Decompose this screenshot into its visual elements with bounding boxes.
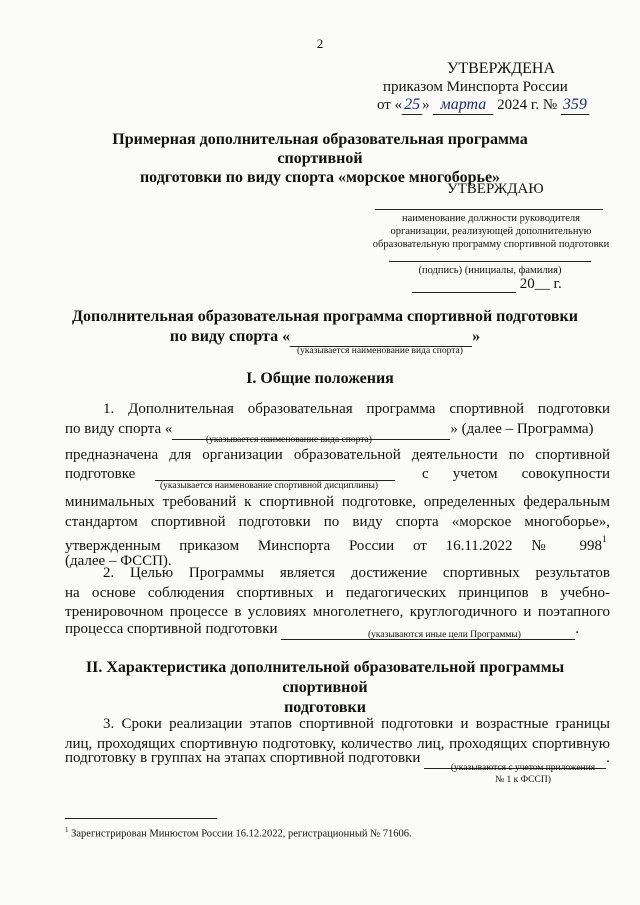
footnote-text: Зарегистрирован Минюстом России 16.12.2022, регистрационный № 71606.	[71, 828, 412, 840]
appendix-hint	[428, 762, 618, 786]
approve-year-line	[412, 276, 562, 293]
position-hint-line-1: наименование должности руководителя	[402, 213, 580, 224]
para-2-period: .	[575, 621, 580, 637]
footnote-mark: 1	[65, 826, 69, 834]
date-mid: »	[422, 97, 430, 113]
program-title-start: по виду спорта «	[169, 328, 291, 345]
section-2-title-line-2: подготовки	[284, 699, 366, 716]
appendix-hint-line-2: № 1 к ФССП)	[495, 775, 551, 785]
appendix-hint-line-1: (указываются с учетом приложения	[450, 763, 596, 773]
approval-title: УТВЕРЖДЕНА	[447, 60, 556, 77]
program-abbrev: » (далее – Программа)	[450, 421, 594, 437]
year-suffix: 20__ г.	[519, 276, 562, 292]
section-1-title: I. Общие положения	[246, 370, 394, 387]
para-1-line-1: 1. Дополнительная образовательная программа спортивной подготовки	[103, 401, 610, 417]
program-title-end: »	[472, 328, 481, 345]
document-title-line-2: подготовки по виду спорта «морское многоборье»	[139, 169, 501, 186]
footnote	[65, 826, 412, 840]
sport-hint: (указывается наименование вида спорта)	[206, 435, 372, 445]
handwritten-number: 359	[562, 96, 587, 113]
training-word: подготовке	[65, 466, 136, 482]
para-2-line-1: 2. Целью Программы является достижение спортивных результатов	[103, 565, 610, 581]
sport-prefix: по виду спорта «	[65, 421, 173, 437]
year-date-blank	[412, 278, 516, 293]
footnote-ref: 1	[602, 534, 607, 544]
approval-date-line	[377, 96, 589, 115]
approval-order-line: приказом Минспорта России	[383, 79, 568, 95]
program-title	[70, 307, 580, 347]
program-title-hint: (указывается наименование вида спорта)	[297, 346, 463, 356]
para-2-line-3: тренировочном процессе в условиях многолетнего, круглогодичного и поэтапного	[65, 604, 610, 620]
section-2-title	[70, 658, 580, 718]
signature-rule	[375, 209, 603, 210]
position-hint-line-2: организации, реализующей дополнительную	[390, 226, 592, 237]
document-title	[90, 130, 550, 187]
taking-into-account: с учетом совокупности	[422, 466, 610, 482]
signature-line	[389, 261, 591, 262]
sport-name-blank	[290, 331, 472, 347]
program-title-line-2	[70, 327, 580, 347]
program-title-line-1: Дополнительная образовательная программа спортивной подготовки	[71, 308, 578, 325]
handwritten-month: марта	[433, 96, 493, 115]
para-1-line-3: предназначена для организации образовательной деятельности по спортивной	[65, 447, 610, 463]
para-2-line-2: на основе соблюдения спортивных и педагогических принципов в учебно-	[65, 585, 610, 601]
order-reference: утвержденным приказом Минспорта России от 16.11.2022 № 998	[65, 538, 602, 554]
para-3-period: .	[606, 750, 610, 766]
footnote-separator	[65, 818, 217, 819]
para-3-line-1: 3. Сроки реализации этапов спортивной подготовки и возрастные границы	[103, 716, 610, 732]
goals-hint: (указываются иные цели Программы)	[368, 630, 521, 640]
document-title-line-1: Примерная дополнительная образовательная программа спортивной	[112, 131, 528, 167]
para-3-line-2: лиц, проходящих спортивную подготовку, количество лиц, проходящих спортивную	[65, 736, 610, 752]
training-process: процесса спортивной подготовки	[65, 621, 278, 637]
position-hint-line-3: образовательную программу спортивной подготовки	[372, 239, 610, 250]
date-year: 2024 г. №	[497, 97, 558, 113]
approve-label: УТВЕРЖДАЮ	[447, 181, 544, 197]
para-2-line-4	[65, 619, 610, 640]
para-1-line-8: (далее – ФССП).	[65, 553, 172, 569]
discipline-hint: (указывается наименование спортивной дисциплины)	[160, 481, 379, 491]
para-1-line-6: стандартом спортивной подготовки по виду спорта «морское многоборье»,	[65, 514, 610, 530]
para-1-line-5: минимальных требований к спортивной подготовке, определенных федеральным	[65, 494, 610, 510]
position-hint	[360, 212, 622, 251]
section-2-title-line-1: II. Характеристика дополнительной образовательной программы спортивной	[85, 659, 565, 696]
handwritten-day: 25	[404, 96, 421, 113]
page-number: 2	[316, 36, 324, 51]
date-prefix: от «	[377, 97, 403, 113]
groups-text: подготовку в группах на этапах спортивной подготовки	[65, 750, 421, 766]
signature-hint: (подпись) (инициалы, фамилия)	[418, 265, 562, 276]
